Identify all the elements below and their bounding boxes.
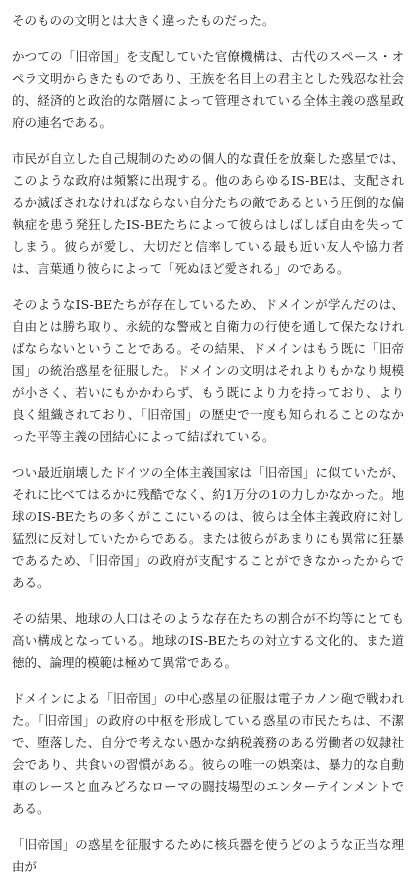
paragraph-3: 市民が自立した自己規制のための個人的な責任を放棄した惑星では、このような政府は頻繁に出現する。他のあらゆるIS-BEは、支配されるか滅ぼされなければならない自分たちの敵であるという圧倒的な偏執症を患う発狂したIS-BEたちによって彼らはしばしば自由を失ってしまう。彼らが愛し、大切だと信率している最も近い友人や協力者は、言葉通り彼らによって「死ぬほど愛される」のである。 bbox=[12, 151, 404, 276]
paragraph-7: ドメインによる「旧帝国」の中心惑星の征服は電子カノン砲で戦われた。「旧帝国」の政府の中枢を形成している惑星の市民たちは、不潔で、堕落した、自分で考えない愚かな納税義務のある労働者の奴隷社会であり、共食いの習慣がある。彼らの唯一の娯楽は、暴力的な自動車のレースと血みどろなローマの闘技場型のエンターテインメントである。 bbox=[12, 691, 404, 816]
paragraph-1: そのものの文明とは大きく違ったものだった。 bbox=[12, 13, 275, 28]
paragraph-2: かつての「旧帝国」を支配していた官僚機構は、古代のスペース・オペラ文明からきたものであり、王族を名目上の君主とした残忍な社会的、経済的と政治的な階層によって管理されている全体主義の惑星政府の連名である。 bbox=[12, 49, 404, 130]
paragraph-5: つい最近崩壊したドイツの全体主義国家は「旧帝国」に似ていたが、それに比べてはるかに残酷でなく、約1万分の1の力しかなかった。地球のIS-BEたちの多くがここにいるのは、彼らは全体主義政府に対し猛烈に反対していたからである。または彼らがあまりにも異常に狂暴であるため、「旧帝国」の政府が支配することができなかったからである。 bbox=[12, 465, 404, 590]
paragraph-8: 「旧帝国」の惑星を征服するために核兵器を使うどのような正当な理由が bbox=[12, 837, 404, 874]
paragraph-6: その結果、地球の人口はそのような存在たちの割合が不均等にとても高い構成となっている。地球のIS-BEたちの対立する文化的、また道徳的、論理的模範は極めて異常である。 bbox=[12, 611, 404, 670]
paragraph-4: そのようなIS-BEたちが存在しているため、ドメインが学んだのは、自由とは勝ち取り、永続的な警戒と自衛力の行使を通して保たなければならないということである。その結果、ドメインはもう既に「旧帝国」の統治惑星を征服した。ドメインの文明はそれよりもかなり規模が小さく、若いにもかかわらず、もう既により力を持っており、より良く組織されており、「旧帝国」の歴史で一度も知られることのなかった平等主義の団結心によって結ばれている。 bbox=[12, 297, 404, 444]
